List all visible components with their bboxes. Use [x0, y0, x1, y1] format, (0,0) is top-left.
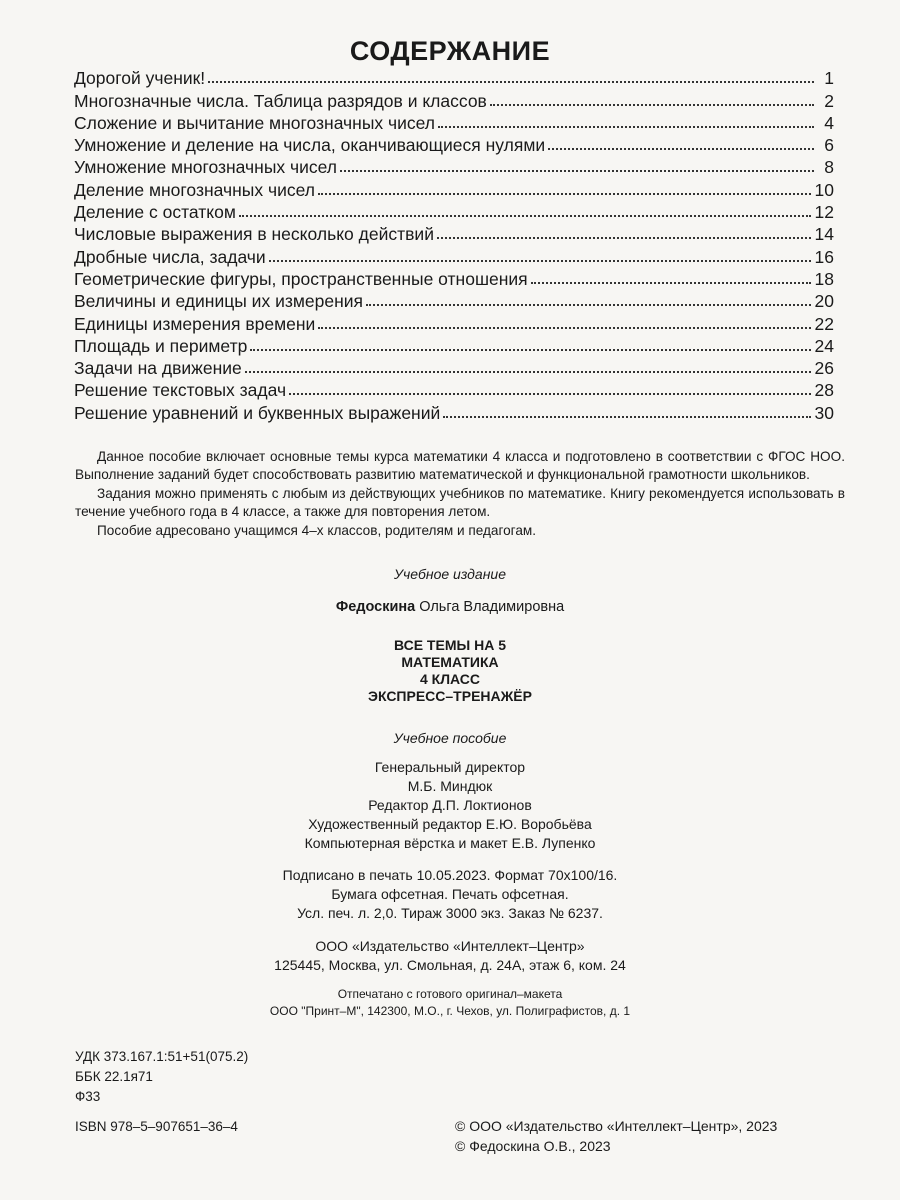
toc-leader-dots [366, 300, 811, 306]
toc-leader-dots [245, 367, 811, 373]
toc-entry-label: Дорогой ученик! [74, 68, 206, 89]
toc-leader-dots [318, 189, 811, 195]
toc-entry-page: 30 [814, 402, 834, 423]
printed-from-note: Отпечатано с готового оригинал–макета [337, 987, 563, 1001]
toc-entry-page: 14 [814, 224, 834, 245]
toc-leader-dots [239, 211, 811, 217]
toc-entry-label: Деление с остатком [74, 202, 236, 223]
toc-entry [74, 356, 834, 378]
toc-leader-dots [340, 166, 814, 172]
publisher-info [0, 937, 900, 975]
toc-entry-label: Деление многозначных чисел [74, 179, 315, 200]
toc-leader-dots [269, 256, 811, 262]
book-grade: 4 КЛАСС [419, 671, 481, 687]
toc-entry [74, 222, 834, 244]
isbn-code: ISBN 978–5–907651–36–4 [75, 1119, 238, 1134]
toc-entry-label: Решение уравнений и буквенных выражений [74, 402, 441, 423]
book-series-title: ВСЕ ТЕМЫ НА 5 [394, 637, 506, 653]
toc-entry-label: Умножение многозначных чисел [74, 157, 338, 178]
toc-leader-dots [208, 77, 814, 83]
toc-entry-page: 22 [814, 313, 834, 334]
author-name [0, 599, 900, 615]
bbk-code: ББК 22.1я71 [75, 1069, 153, 1084]
toc-entry-label: Умножение и деление на числа, оканчивающиеся нулями [74, 135, 546, 156]
toc-entry-page: 2 [824, 90, 834, 111]
toc-entry [74, 177, 834, 199]
copyright-block [455, 1117, 777, 1156]
toc-leader-dots [490, 100, 814, 106]
toc-entry-label: Задачи на движение [74, 358, 242, 379]
toc-entry [74, 66, 834, 88]
copyright-publisher: © ООО «Издательство «Интеллект–Центр», 2023 [455, 1118, 778, 1134]
toc-entry-label: Единицы измерения времени [74, 313, 316, 334]
edition-type: Учебное издание [394, 566, 506, 582]
editor-credit: Редактор Д.П. Локтионов [368, 797, 532, 813]
art-editor-credit: Художественный редактор Е.Ю. Воробьёва [308, 816, 592, 832]
author-sign-code: Ф33 [75, 1089, 101, 1104]
toc-entry-page: 18 [814, 268, 834, 289]
toc-entry-page: 10 [814, 179, 834, 200]
toc-entry-label: Геометрические фигуры, пространственные отношения [74, 268, 528, 289]
toc-entry [74, 88, 834, 110]
description-paragraph: Задания можно применять с любым из действующих учебников по математике. Книгу рекомендуется использовать в течение учебного года в 4 классе, а также для повторения летом. [75, 486, 845, 519]
toc-entry-page: 24 [814, 335, 834, 356]
toc-entry-label: Сложение и вычитание многозначных чисел [74, 112, 436, 133]
udk-code: УДК 373.167.1:51+51(075.2) [75, 1049, 249, 1064]
book-title-block [0, 637, 900, 705]
toc-title: СОДЕРЖАНИЕ [349, 36, 551, 66]
print-details [0, 866, 900, 923]
toc-entry-label: Числовые выражения в несколько действий [74, 224, 434, 245]
toc-entry [74, 289, 834, 311]
toc-entry-page: 8 [824, 157, 834, 178]
layout-credit: Компьютерная вёрстка и макет Е.В. Лупенко [304, 835, 596, 851]
staff-credits [0, 758, 900, 853]
table-of-contents [74, 66, 834, 423]
toc-leader-dots [438, 122, 814, 128]
toc-entry-label: Величины и единицы их измерения [74, 291, 364, 312]
signed-for-print: Подписано в печать 10.05.2023. Формат 70х100/16. [282, 867, 618, 883]
toc-leader-dots [250, 345, 810, 351]
publisher-name: ООО «Издательство «Интеллект–Центр» [315, 938, 585, 954]
toc-entry-page: 20 [814, 291, 834, 312]
toc-entry-page: 12 [814, 202, 834, 223]
publisher-address: 125445, Москва, ул. Смольная, д. 24А, этаж 6, ком. 24 [274, 957, 626, 973]
print-run-info: Усл. печ. л. 2,0. Тираж 3000 экз. Заказ № 6237. [297, 905, 603, 921]
book-subject: МАТЕМАТИКА [401, 654, 499, 670]
toc-leader-dots [289, 389, 810, 395]
toc-leader-dots [437, 233, 811, 239]
general-director-name: М.Б. Миндюк [407, 778, 493, 794]
book-format: ЭКСПРЕСС–ТРЕНАЖЁР [368, 688, 532, 704]
printer-name: ООО "Принт–М", 142300, М.О., г. Чехов, ул. Полиграфистов, д. 1 [269, 1004, 631, 1018]
book-kind: Учебное пособие [393, 730, 507, 746]
toc-entry [74, 133, 834, 155]
toc-entry [74, 267, 834, 289]
toc-entry [74, 378, 834, 400]
description-paragraph: Пособие адресовано учащимся 4–х классов, родителям и педагогам. [97, 523, 537, 538]
toc-entry [74, 400, 834, 422]
description-paragraph: Данное пособие включает основные темы курса математики 4 класса и подготовлено в соответствии с ФГОС НОО. Выполнение заданий будет способствовать развитию математической и функциональной грамотности школьников. [75, 449, 845, 482]
paper-info: Бумага офсетная. Печать офсетная. [331, 886, 569, 902]
toc-entry-label: Решение текстовых задач [74, 380, 287, 401]
book-description [75, 448, 845, 540]
toc-entry-page: 6 [824, 135, 834, 156]
toc-leader-dots [531, 278, 811, 284]
toc-entry-page: 26 [814, 358, 834, 379]
toc-entry [74, 200, 834, 222]
toc-entry [74, 111, 834, 133]
toc-entry [74, 334, 834, 356]
toc-entry [74, 244, 834, 266]
toc-entry [74, 311, 834, 333]
toc-leader-dots [443, 412, 810, 418]
general-director-title: Генеральный директор [374, 759, 526, 775]
author-surname: Федоскина [335, 599, 416, 615]
toc-entry [74, 155, 834, 177]
toc-entry-page: 4 [824, 112, 834, 133]
toc-entry-page: 16 [814, 246, 834, 267]
toc-entry-page: 1 [824, 68, 834, 89]
toc-entry-label: Многозначные числа. Таблица разрядов и классов [74, 90, 487, 111]
toc-entry-label: Дробные числа, задачи [74, 246, 266, 267]
toc-leader-dots [318, 323, 810, 329]
copyright-author: © Федоскина О.В., 2023 [455, 1137, 611, 1154]
bibliographic-codes [75, 1047, 248, 1137]
printer-info [0, 986, 900, 1020]
author-given-names: Ольга Владимировна [419, 599, 565, 615]
toc-entry-page: 28 [814, 380, 834, 401]
toc-leader-dots [548, 144, 814, 150]
toc-entry-label: Площадь и периметр [74, 335, 248, 356]
